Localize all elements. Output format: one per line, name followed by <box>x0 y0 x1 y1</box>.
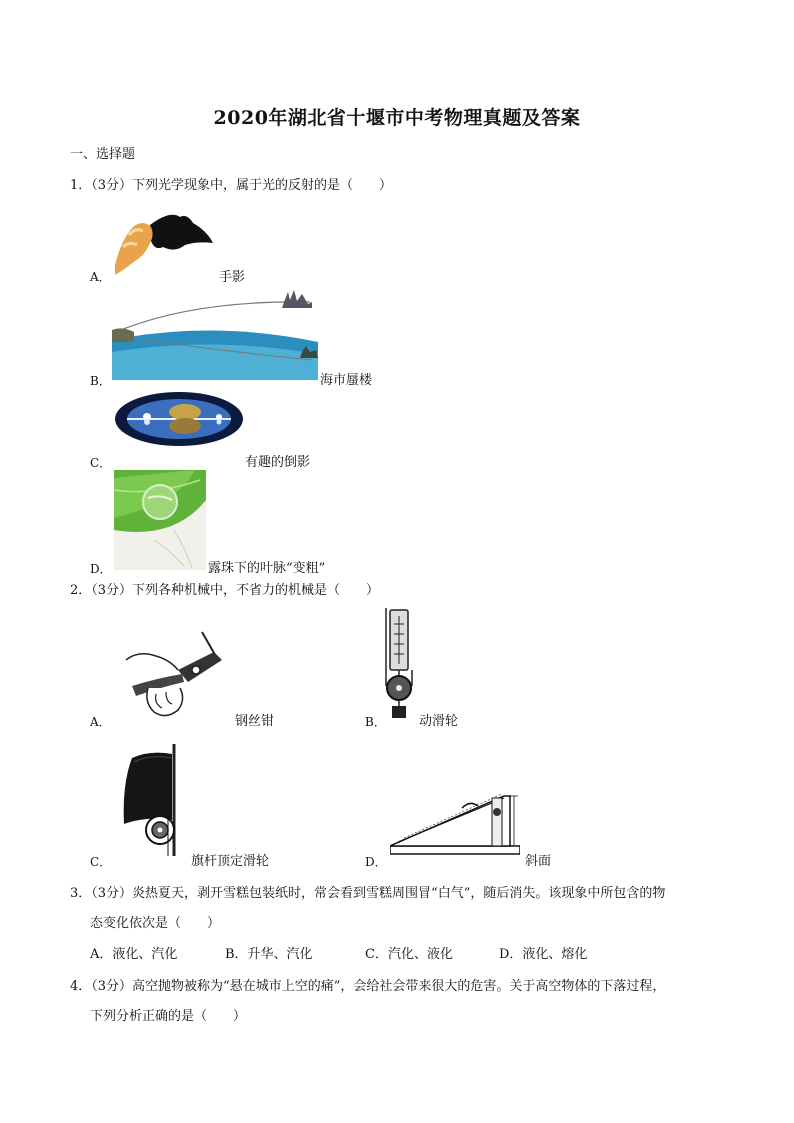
page-title: 2020年湖北省十堰市中考物理真题及答案 <box>213 107 581 129</box>
q2-option-c-letter: C． <box>90 855 112 869</box>
question-4-stem-line2: 下列分析正确的是（ ） <box>90 1009 247 1024</box>
hand-shadow-image <box>115 205 215 275</box>
q1-option-a-label: 手影 <box>219 270 246 285</box>
q3-option-b: B．升华、汽化 <box>225 947 313 962</box>
q3-option-c: C．汽化、液化 <box>365 947 453 962</box>
q1-option-b-label: 海市蜃楼 <box>320 373 373 388</box>
question-3-stem-line1: 3．（3分）炎热夏天，剥开雪糕包装纸时，常会看到雪糕周围冒“白气”，随后消失。该现象中所包含的物 <box>70 886 666 901</box>
question-1-stem: 1．（3分）下列光学现象中，属于光的反射的是（ ） <box>70 178 393 193</box>
q3-option-d: D．液化、熔化 <box>499 947 588 962</box>
movable-pulley-image <box>380 608 420 720</box>
mirage-image <box>112 290 318 380</box>
q1-option-a-letter: A． <box>90 270 111 284</box>
q1-option-b-letter: B． <box>90 374 111 388</box>
q2-option-c-label: 旗杆顶定滑轮 <box>191 854 270 869</box>
reflection-image <box>115 392 243 446</box>
q1-option-d-label: 露珠下的叶脉“变粗” <box>208 561 326 576</box>
q2-option-a-label: 钢丝钳 <box>235 714 275 729</box>
q1-option-c-letter: C． <box>90 456 112 470</box>
question-2-stem: 2．（3分）下列各种机械中，不省力的机械是（ ） <box>70 583 380 598</box>
q2-option-a-letter: A． <box>90 715 111 729</box>
q1-option-d-letter: D． <box>90 562 112 576</box>
pliers-image <box>118 630 230 720</box>
q2-option-b-letter: B． <box>365 715 386 729</box>
q1-option-c-label: 有趣的倒影 <box>245 455 311 470</box>
question-3-stem-line2: 态变化依次是（ ） <box>90 916 221 931</box>
dewdrop-leaf-image <box>114 470 206 570</box>
inclined-plane-image <box>390 778 520 858</box>
q2-option-d-letter: D． <box>365 855 387 869</box>
section-heading: 一、选择题 <box>70 147 136 162</box>
flagpole-pulley-image <box>120 744 190 856</box>
q2-option-b-label: 动滑轮 <box>419 714 459 729</box>
q3-option-a: A．液化、汽化 <box>90 947 178 962</box>
q2-option-d-label: 斜面 <box>525 854 552 869</box>
question-4-stem-line1: 4．（3分）高空抛物被称为“悬在城市上空的痛”，会给社会带来很大的危害。关于高空物体的下落过程， <box>70 979 666 994</box>
